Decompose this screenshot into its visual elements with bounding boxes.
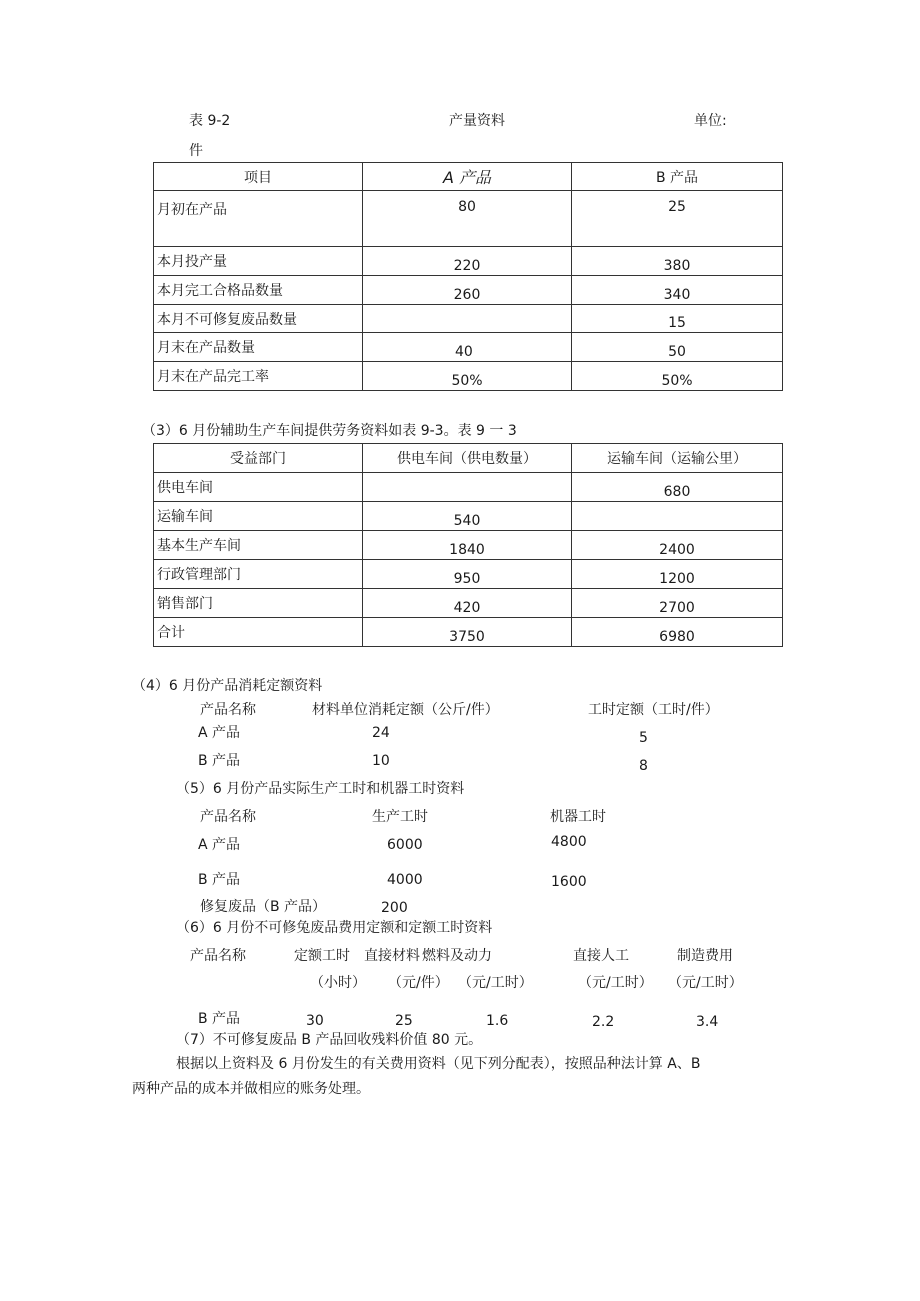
row-label-cell: 销售部门 <box>154 589 363 618</box>
header-cell: 项目 <box>154 163 363 191</box>
value-cell: 50% <box>363 362 572 391</box>
section-6-header: 产品名称 <box>190 948 246 964</box>
section-4-cell: 10 <box>372 753 390 769</box>
table-row <box>154 191 783 247</box>
section-5-cell: 修复废品（B 产品） <box>200 899 327 915</box>
table-row <box>154 362 783 391</box>
value-cell: 80 <box>363 191 572 247</box>
value-cell: 6980 <box>572 618 783 647</box>
value-cell <box>363 305 572 333</box>
table-row <box>154 589 783 618</box>
section-6-header: 燃料及动力 <box>422 948 492 964</box>
value-cell: 2700 <box>572 589 783 618</box>
table-row <box>154 531 783 560</box>
section-4-cell: 24 <box>372 725 390 741</box>
row-label-cell: 本月完工合格品数量 <box>154 276 363 305</box>
table-header-row <box>154 163 783 191</box>
output-table <box>153 162 783 391</box>
section-4-cell: A 产品 <box>198 725 241 741</box>
section-6-header: 直接人工 <box>573 948 629 964</box>
section-5-cell: 1600 <box>551 874 587 890</box>
section-4-header: 材料单位消耗定额（公斤/件） <box>312 702 499 718</box>
value-cell: 540 <box>363 502 572 531</box>
section-6-cell: B 产品 <box>198 1011 241 1027</box>
value-cell: 220 <box>363 247 572 276</box>
section-5-cell: 4800 <box>551 834 587 850</box>
section-6-unit: （元/工时） <box>578 975 653 991</box>
section-5-title: （5）6 月份产品实际生产工时和机器工时资料 <box>176 781 465 797</box>
header-cell: 受益部门 <box>154 444 363 473</box>
table-9-2-title: 产量资料 <box>449 113 505 129</box>
row-label-cell: 供电车间 <box>154 473 363 502</box>
value-cell: 260 <box>363 276 572 305</box>
section-5-cell: 4000 <box>387 872 423 888</box>
table-row <box>154 473 783 502</box>
section-3-text: （3）6 月份辅助生产车间提供劳务资料如表 9-3。表 9 一 3 <box>142 423 517 439</box>
section-6-cell: 2.2 <box>592 1014 615 1030</box>
section-4-cell: B 产品 <box>198 753 241 769</box>
section-4-title: （4）6 月份产品消耗定额资料 <box>132 678 323 694</box>
value-cell <box>363 473 572 502</box>
value-cell: 380 <box>572 247 783 276</box>
value-cell: 680 <box>572 473 783 502</box>
section-7-text: （7）不可修复废品 B 产品回收残料价值 80 元。 <box>176 1032 483 1048</box>
row-label-cell: 合计 <box>154 618 363 647</box>
value-cell: 420 <box>363 589 572 618</box>
value-cell: 950 <box>363 560 572 589</box>
table-9-2-unit-value: 件 <box>189 143 203 159</box>
row-label-cell: 本月投产量 <box>154 247 363 276</box>
section-6-unit: （小时） <box>310 975 366 991</box>
table-header-row <box>154 444 783 473</box>
row-label-cell: 运输车间 <box>154 502 363 531</box>
section-6-unit: （元/工时） <box>668 975 743 991</box>
value-cell: 50 <box>572 333 783 362</box>
section-5-cell: 200 <box>381 900 408 916</box>
section-6-cell: 30 <box>306 1013 324 1029</box>
section-6-unit: （元/工时） <box>458 975 533 991</box>
section-5-header: 机器工时 <box>550 809 606 825</box>
section-4-cell: 5 <box>639 730 648 746</box>
value-cell: 1200 <box>572 560 783 589</box>
closing-line-1: 根据以上资料及 6 月份发生的有关费用资料（见下列分配表），按照品种法计算 A、B <box>176 1056 701 1072</box>
table-row <box>154 618 783 647</box>
value-cell: 2400 <box>572 531 783 560</box>
section-6-header: 定额工时 <box>294 948 350 964</box>
row-label-cell: 月末在产品完工率 <box>154 362 363 391</box>
header-cell: A 产品 <box>363 163 572 191</box>
table-9-2-label: 表 9-2 <box>189 113 231 129</box>
section-6-unit: （元/件） <box>388 975 449 991</box>
section-4-header: 工时定额（工时/件） <box>588 702 719 718</box>
table-row <box>154 276 783 305</box>
table-9-2-unit-label: 单位: <box>694 113 727 129</box>
section-6-header: 直接材料 <box>364 948 420 964</box>
section-4-cell: 8 <box>639 758 648 774</box>
section-5-cell: 6000 <box>387 837 423 853</box>
value-cell: 50% <box>572 362 783 391</box>
row-label-cell: 月初在产品 <box>154 191 363 247</box>
value-cell: 3750 <box>363 618 572 647</box>
value-cell <box>572 502 783 531</box>
section-5-cell: A 产品 <box>198 837 241 853</box>
section-5-header: 生产工时 <box>372 809 428 825</box>
header-cell: B 产品 <box>572 163 783 191</box>
value-cell: 40 <box>363 333 572 362</box>
table-row <box>154 247 783 276</box>
section-5-cell: B 产品 <box>198 872 241 888</box>
row-label-cell: 行政管理部门 <box>154 560 363 589</box>
section-4-header: 产品名称 <box>200 702 256 718</box>
row-label-cell: 本月不可修复废品数量 <box>154 305 363 333</box>
section-6-header: 制造费用 <box>677 948 733 964</box>
section-6-title: （6）6 月份不可修兔废品费用定额和定额工时资料 <box>176 920 493 936</box>
value-cell: 340 <box>572 276 783 305</box>
table-row <box>154 560 783 589</box>
row-label-cell: 基本生产车间 <box>154 531 363 560</box>
closing-line-2: 两种产品的成本并做相应的账务处理。 <box>132 1081 370 1097</box>
value-cell: 15 <box>572 305 783 333</box>
table-row <box>154 305 783 333</box>
section-5-header: 产品名称 <box>200 809 256 825</box>
section-6-cell: 3.4 <box>696 1014 719 1030</box>
row-label-cell: 月末在产品数量 <box>154 333 363 362</box>
header-cell: 供电车间（供电数量） <box>363 444 572 473</box>
service-table <box>153 443 783 647</box>
table-row <box>154 502 783 531</box>
section-6-cell: 1.6 <box>486 1013 509 1029</box>
value-cell: 25 <box>572 191 783 247</box>
section-6-cell: 25 <box>395 1013 413 1029</box>
table-row <box>154 333 783 362</box>
value-cell: 1840 <box>363 531 572 560</box>
header-cell: 运输车间（运输公里） <box>572 444 783 473</box>
